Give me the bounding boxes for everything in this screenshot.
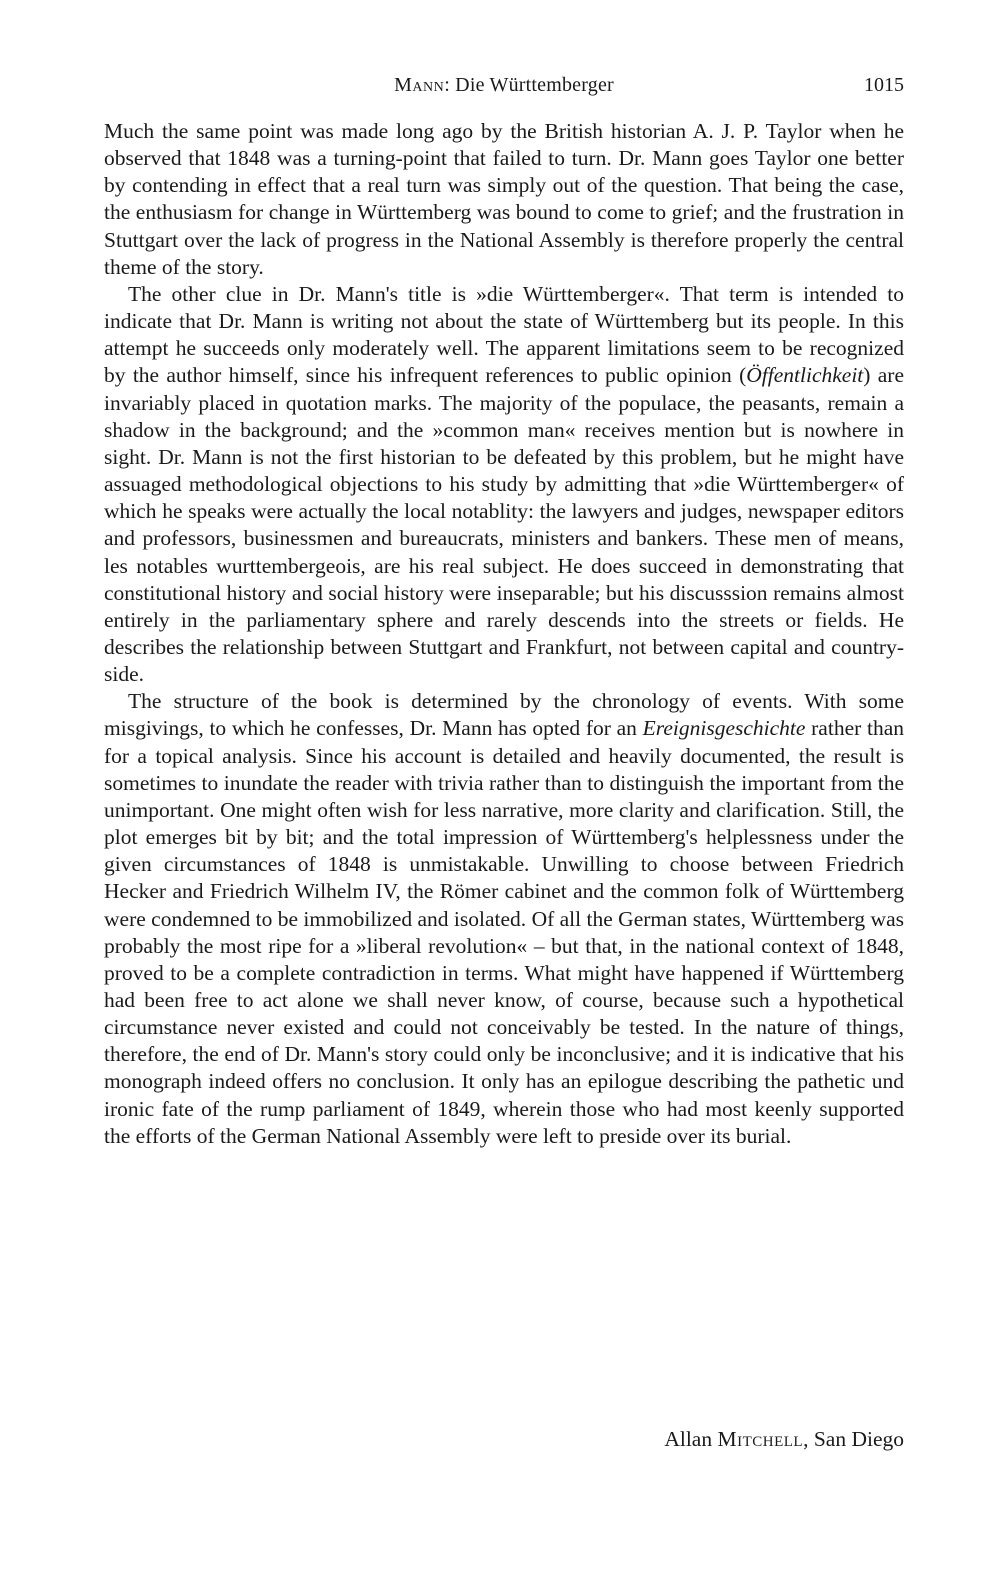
reviewer-signature xyxy=(104,1426,904,1453)
reviewer-location: , San Diego xyxy=(803,1427,904,1451)
italic-term: Ereignisgeschichte xyxy=(642,716,806,741)
paragraph-text: ) are invariably placed in quotation marks. The majority of the populace, the peasants, remain a shadow in the background; and the »common man« receives mention but is nowhere in sight. Dr. Mann is not the first historian to be defeated by this problem, but he might have assuaged methodological objections to his study by admitting that »die Württemberger« of which he speaks were actually the local notablity: the lawyers and judges, newspaper editors and professors, businessmen and bureaucrats, ministers and bankers. These men of means, les notables wurttembergeois, are his real subject. He does succeed in demonstrating that constitutional history and social history were inseparable; but his discusssion remains almost entirely in the parliamentary sphere and rarely descends into the streets or fields. He describes the relationship between Stuttgart and Frankfurt, not between capital and countryside. xyxy=(104,363,904,687)
reviewer-first-name: Allan xyxy=(664,1427,718,1451)
paragraph-text: The structure of the book is determined by the chronology of events. With some misgivings, to which he confesses, Dr. Mann has opted for an xyxy=(104,689,904,741)
paragraph-text: The other clue in Dr. Mann's title is »die Württemberger«. That term is intended to indicate that Dr. Mann is writing not about the state of Württemberg but its people. In this attempt he succeeds only moderately well. The apparent limitations seem to be recognized by the author himself, since his infrequent references to public opinion ( xyxy=(104,281,904,388)
review-body xyxy=(104,118,904,1150)
running-title-author: Mann xyxy=(394,74,445,96)
paragraph-2 xyxy=(104,281,904,688)
page-number: 1015 xyxy=(864,74,904,96)
paragraph-text: Much the same point was made long ago by the British historian A. J. P. Taylor when he observed that 1848 was a turning-point that failed to turn. Dr. Mann goes Taylor one better by contending in effect that a real turn was simply out of the question. That being the case, the enthusiasm for change in Württemberg was bound to come to grief; and the frustration in Stuttgart over the lack of progress in the National Assembly is therefore properly the central theme of the story. xyxy=(104,119,904,279)
italic-term: Öffentlichkeit xyxy=(746,363,864,388)
paragraph-3 xyxy=(104,688,904,1150)
reviewer-surname: Mitchell xyxy=(717,1427,804,1451)
paragraph-text: rather than for a topical analysis. Since his account is detailed and heavily documented, the result is sometimes to inundate the reader with trivia rather than to distinguish the important from the unimportant. One might often wish for less narrative, more clarity and clarification. Still, the plot emerges bit by bit; and the total impression of Württemberg's helplessness under the given circumstances of 1848 is unmistakable. Unwilling to choose between Friedrich Hecker and Friedrich Wilhelm IV, the Römer cabinet and the common folk of Württemberg were condemned to be immobilized and isolated. Of all the German states, Württemberg was probably the most ripe for a »liberal revolution« – but that, in the national context of 1848, proved to be a complete contradiction in terms. What might have happened if Württemberg had been free to act alone we shall never know, of course, because such a hypothetical circumstance never existed and could not conceivably be tested. In the nature of things, therefore, the end of Dr. Mann's story could only be inconclusive; and it is indicative that his monograph indeed offers no conclusion. It only has an epilogue describing the pathetic und ironic fate of the rump parliament of 1849, wherein those who had most keenly supported the efforts of the German National Assembly were left to preside over its burial. xyxy=(104,716,904,1148)
running-head xyxy=(104,74,904,104)
paragraph-1 xyxy=(104,118,904,281)
running-title xyxy=(104,74,904,97)
running-title-text: : Die Württemberger xyxy=(444,74,614,96)
